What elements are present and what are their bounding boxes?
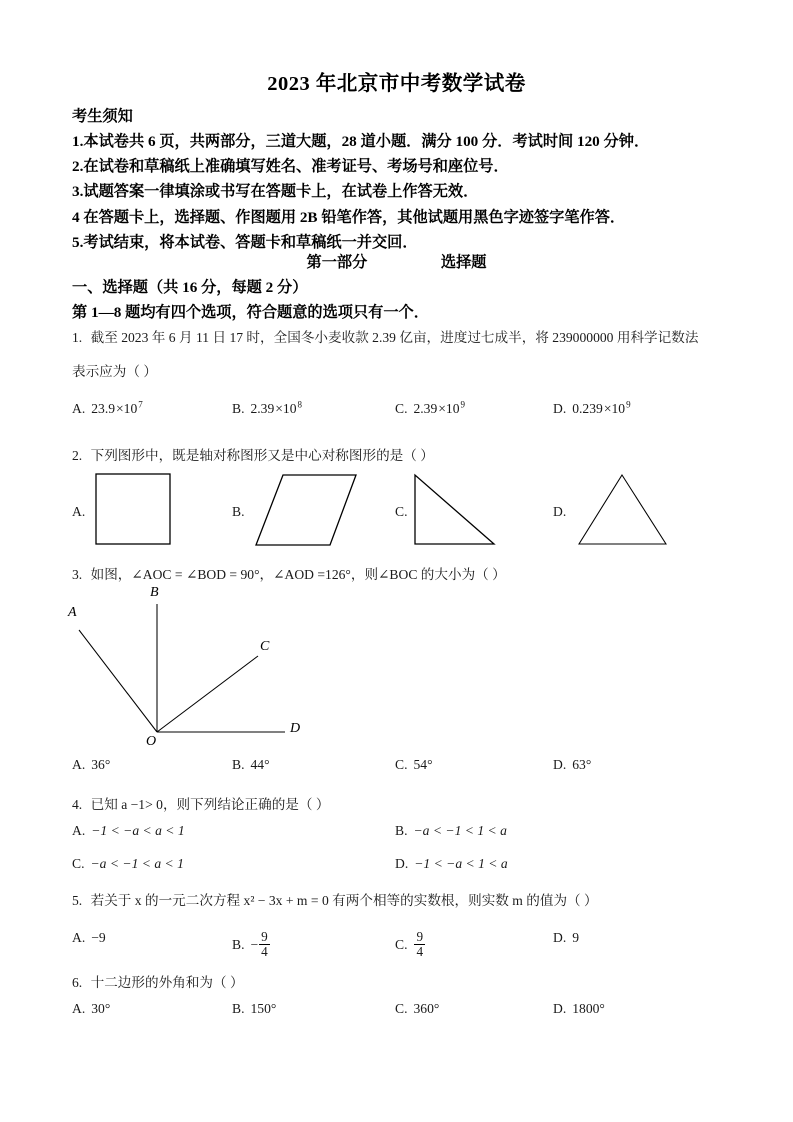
option-times: ×10 <box>275 401 297 416</box>
page-title: 2023 年北京市中考数学试卷 <box>267 73 526 95</box>
question-2-option-d-label[interactable]: D. <box>553 504 567 519</box>
question-2-option-b-label[interactable]: B. <box>232 504 245 519</box>
question-4-option-b[interactable] <box>395 823 507 839</box>
option-fraction <box>414 930 425 958</box>
question-1-number: 1. <box>72 330 83 345</box>
option-value: 36° <box>91 757 111 772</box>
angle-diagram-label-B: B <box>150 585 159 600</box>
question-3-number: 3. <box>72 567 83 582</box>
option-times: ×10 <box>116 401 138 416</box>
question-6-body: 十二边形的外角和为（ ） <box>90 975 244 990</box>
option-value: 150° <box>250 1001 277 1016</box>
option-value: 23.9 <box>91 401 116 416</box>
question-1-option-b[interactable] <box>232 401 302 417</box>
option-value: −9 <box>91 930 106 945</box>
option-value: 9 <box>572 930 580 945</box>
option-times: ×10 <box>438 401 460 416</box>
option-value: −a < −1 < 1 < a <box>413 823 507 838</box>
question-2-figure-right-triangle <box>410 472 502 552</box>
part-name: 选择题 <box>440 254 487 271</box>
question-6-option-d[interactable] <box>553 1001 605 1017</box>
question-3-option-b[interactable] <box>232 757 270 773</box>
question-3-body: 如图，∠AOC = ∠BOD = 90°，∠AOD =126°，则∠BOC 的大小为（ ） <box>90 567 506 582</box>
option-label: C. <box>395 936 408 952</box>
notice-line-1: 1.本试卷共 6 页，共两部分，三道大题，28 道小题．满分 100 分．考试时间 120 分钟． <box>72 133 650 150</box>
option-label: B. <box>232 401 245 416</box>
question-5-option-c[interactable] <box>395 930 426 958</box>
option-value: 2.39 <box>413 401 438 416</box>
question-2-option-c-label[interactable]: C. <box>395 504 408 519</box>
angle-diagram-label-C: C <box>260 639 270 654</box>
option-label: B. <box>232 936 245 952</box>
part-header <box>0 251 793 272</box>
option-value: 0.239 <box>572 401 603 416</box>
option-value: 360° <box>413 1001 440 1016</box>
question-5-number: 5. <box>72 893 83 908</box>
notice-line-4: 4 在答题卡上，选择题、作图题用 2B 铅笔作答，其他试题用黑色字迹签字笔作答． <box>72 208 626 226</box>
option-label: A. <box>72 930 86 945</box>
question-3-angle-diagram <box>60 585 310 749</box>
option-label: C. <box>395 1001 408 1016</box>
question-5-text <box>72 889 598 909</box>
notice-line-3: 3.试题答案一律填涂或书写在答题卡上，在试卷上作答无效． <box>72 183 479 201</box>
option-label: D. <box>553 930 567 945</box>
notice-line-5: 5.考试结束，将本试卷、答题卡和草稿纸一并交回． <box>72 233 418 251</box>
question-2-figure-equilateral-triangle <box>574 472 674 552</box>
option-label: B. <box>395 823 408 838</box>
question-2-text <box>72 444 434 464</box>
question-6-option-b[interactable] <box>232 1001 276 1017</box>
question-6-option-a[interactable] <box>72 1001 110 1017</box>
option-label: D. <box>553 401 567 416</box>
option-label: A. <box>72 401 86 416</box>
fraction-denominator: 4 <box>261 943 268 959</box>
question-2-option-a-label[interactable]: A. <box>72 504 86 519</box>
question-5-option-d[interactable] <box>553 930 579 946</box>
option-exponent: 9 <box>460 399 466 410</box>
notice-heading: 考生须知 <box>72 108 133 125</box>
fraction-denominator: 4 <box>416 943 424 959</box>
option-value: 54° <box>413 757 433 772</box>
option-value: 30° <box>91 1001 111 1016</box>
question-4-option-d[interactable] <box>395 856 508 872</box>
question-4-option-a[interactable] <box>72 823 185 839</box>
option-fraction <box>259 930 270 958</box>
angle-diagram-label-A: A <box>68 605 77 620</box>
option-exponent: 9 <box>626 399 631 410</box>
question-5-body: 若关于 x 的一元二次方程 x² − 3x + m = 0 有两个相等的实数根，则实数 m 的值为（ ） <box>90 893 598 908</box>
option-exponent: 8 <box>297 399 303 410</box>
angle-diagram-vertex-O: O <box>146 734 157 749</box>
option-label: A. <box>72 757 86 772</box>
question-3-option-a[interactable] <box>72 757 110 773</box>
option-label: B. <box>232 1001 245 1016</box>
option-sign: − <box>250 936 259 952</box>
option-label: B. <box>232 757 245 772</box>
option-times: ×10 <box>603 401 626 416</box>
option-value: −a < −1 < a < 1 <box>90 856 184 871</box>
option-label: D. <box>553 757 567 772</box>
question-3-option-d[interactable] <box>553 757 591 773</box>
question-4-text <box>72 793 329 813</box>
option-label: C. <box>395 757 408 772</box>
question-5-option-a[interactable] <box>72 930 106 946</box>
angle-diagram-label-D: D <box>290 721 301 736</box>
question-5-option-b[interactable] <box>232 930 271 958</box>
question-2-number: 2. <box>72 448 83 463</box>
option-label: C. <box>395 401 408 416</box>
option-label: C. <box>72 856 85 871</box>
question-4-number: 4. <box>72 797 83 812</box>
part-label: 第一部分 <box>306 254 368 271</box>
option-value: 2.39 <box>250 401 275 416</box>
question-3-option-c[interactable] <box>395 757 433 773</box>
option-value: 63° <box>572 757 592 772</box>
option-label: D. <box>553 1001 567 1016</box>
question-2-figure-square <box>94 472 176 550</box>
question-4-option-c[interactable] <box>72 856 184 872</box>
option-label: A. <box>72 1001 86 1016</box>
question-1-text-line-1 <box>72 326 698 346</box>
notice-line-2: 2.在试卷和草稿纸上准确填写姓名、准考证号、考场号和座位号． <box>72 158 509 176</box>
question-1-text-line-2: 表示应为（ ） <box>72 364 157 379</box>
question-1-body: 截至 2023 年 6 月 11 日 17 时，全国冬小麦收款 2.39 亿亩，进度过七成半，将 239000000 用科学记数法 <box>90 330 699 345</box>
section-title: 一、选择题（共 16 分，每题 2 分） <box>72 279 308 296</box>
question-1-option-c[interactable] <box>395 401 465 417</box>
question-2-figure-parallelogram <box>250 470 365 552</box>
fraction-numerator: 9 <box>261 929 268 944</box>
question-6-option-c[interactable] <box>395 1001 439 1017</box>
question-1-option-a[interactable] <box>72 401 143 417</box>
question-3-text <box>72 563 506 583</box>
option-exponent: 7 <box>138 399 143 410</box>
option-value: 1800° <box>572 1001 605 1016</box>
question-1-option-d[interactable] <box>553 401 631 417</box>
question-4-body: 已知 a −1> 0，则下列结论正确的是（ ） <box>90 797 330 812</box>
option-value: −1 < −a < a < 1 <box>91 823 185 838</box>
candidate-notice <box>72 104 732 255</box>
question-6-number: 6. <box>72 975 83 990</box>
option-value: 44° <box>250 757 270 772</box>
question-6-text <box>72 971 244 991</box>
option-label: A. <box>72 823 86 838</box>
option-label: D. <box>395 856 409 871</box>
section-instruction: 第 1—8 题均有四个选项，符合题意的选项只有一个． <box>72 304 429 321</box>
question-2-body: 下列图形中，既是轴对称图形又是中心对称图形的是（ ） <box>90 448 434 463</box>
fraction-numerator: 9 <box>416 929 424 944</box>
option-value: −1 < −a < 1 < a <box>414 856 508 871</box>
